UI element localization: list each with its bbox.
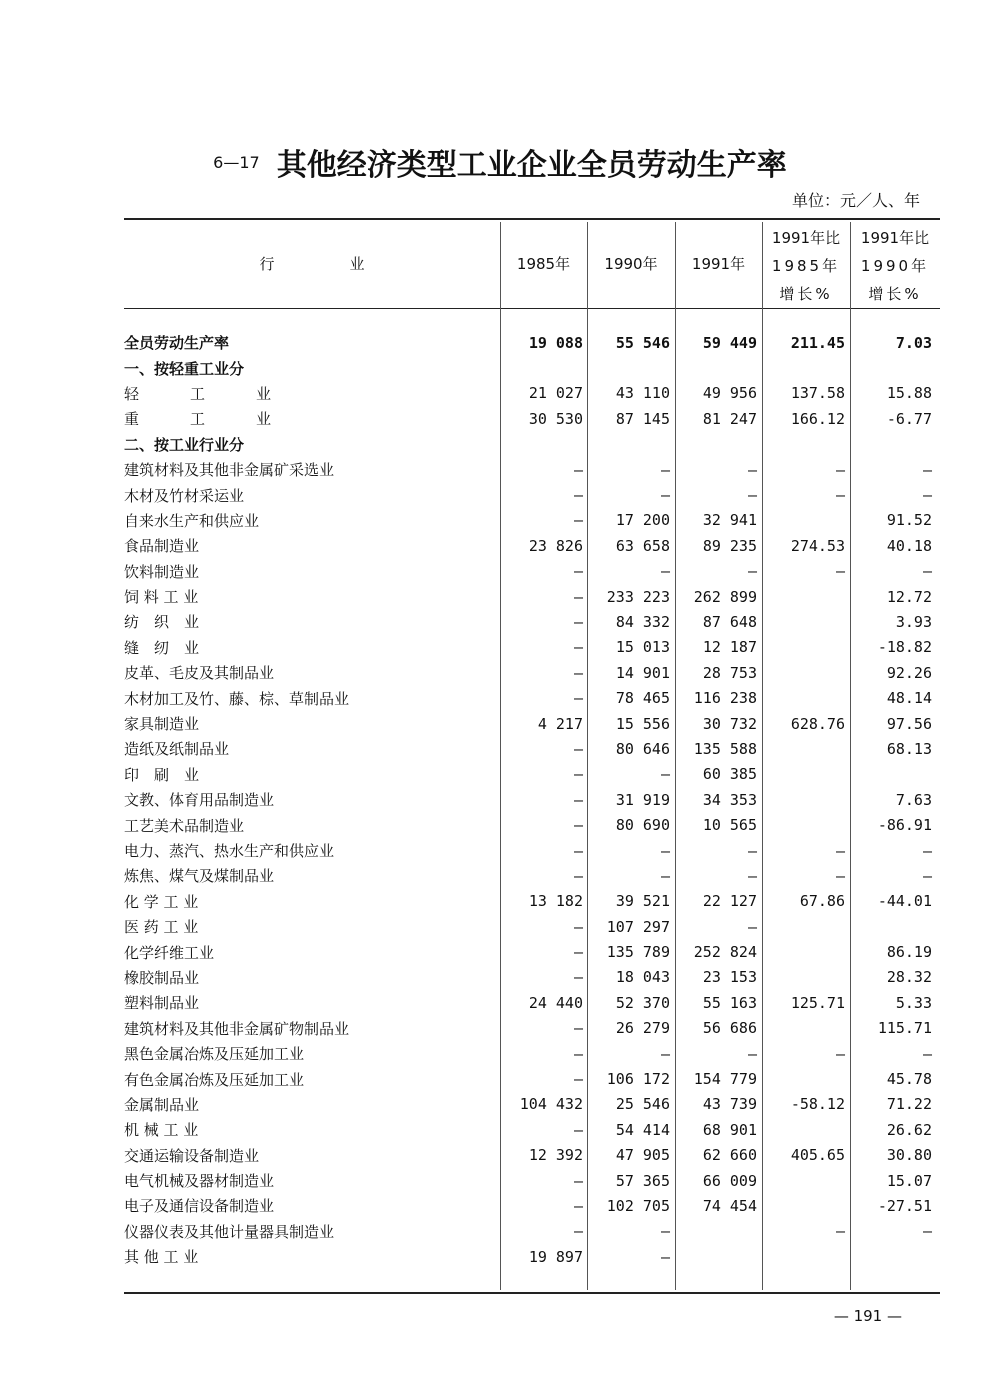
value-1985: 13 182 <box>528 892 583 911</box>
value-1990: — <box>660 562 670 581</box>
value-1990: 31 919 <box>615 790 670 809</box>
value-1985: — <box>573 943 583 962</box>
growth-vs-1990: — <box>922 841 932 860</box>
value-1991: 49 956 <box>702 384 757 403</box>
growth-vs-1990: 45.78 <box>886 1070 932 1089</box>
value-1985: 4 217 <box>537 714 583 733</box>
row-label: 医 药 工 业 <box>124 918 199 937</box>
value-1985 <box>496 355 583 380</box>
table-row <box>124 482 932 507</box>
value-1990: — <box>660 765 670 784</box>
value-1991: 252 824 <box>693 943 757 962</box>
value-1985: 23 826 <box>528 536 583 555</box>
growth-vs-1990: -44.01 <box>877 892 932 911</box>
value-1985: — <box>573 917 583 936</box>
growth-vs-1990: — <box>922 1222 932 1241</box>
value-1990: 17 200 <box>615 511 670 530</box>
value-1990: 18 043 <box>615 968 670 987</box>
row-label: 建筑材料及其他非金属矿物制品业 <box>124 1019 350 1038</box>
table-row <box>124 660 932 685</box>
value-1990: — <box>660 866 670 885</box>
value-1985: — <box>573 1171 583 1190</box>
value-1991: — <box>747 866 757 885</box>
value-1990 <box>583 432 670 457</box>
table-title: 其他经济类型工业企业全员劳动生产率 <box>276 148 787 183</box>
value-1990: 15 556 <box>615 714 670 733</box>
value-1985: — <box>573 1019 583 1038</box>
growth-vs-1985 <box>757 787 845 812</box>
value-1991: — <box>747 460 757 479</box>
value-1990: 87 145 <box>615 409 670 428</box>
value-1990: 15 013 <box>615 638 670 657</box>
value-1990: 26 279 <box>615 1019 670 1038</box>
growth-vs-1990: 7.63 <box>895 790 932 809</box>
growth-vs-1985 <box>757 508 845 533</box>
row-label: 化学纤维工业 <box>124 943 215 962</box>
table-row <box>124 762 932 787</box>
value-1990: — <box>660 1247 670 1266</box>
growth-vs-1985: 211.45 <box>790 333 845 352</box>
value-1985: — <box>573 486 583 505</box>
table-body <box>124 330 932 1269</box>
unit-note: 单位：元／人、年 <box>791 191 920 210</box>
growth-vs-1985: — <box>835 486 845 505</box>
header-1985: 1985年 <box>516 255 571 273</box>
table-row <box>124 406 932 431</box>
row-label: 木材及竹材采运业 <box>124 486 245 505</box>
growth-vs-1985 <box>757 685 845 710</box>
value-1985: — <box>573 1044 583 1063</box>
value-1991 <box>670 1244 757 1269</box>
row-label: 一、按轻重工业分 <box>124 359 245 378</box>
growth-vs-1985: — <box>835 1222 845 1241</box>
growth-vs-1985: 274.53 <box>790 536 845 555</box>
row-label: 电力、蒸汽、热水生产和供应业 <box>124 842 335 860</box>
value-1991: 28 753 <box>702 663 757 682</box>
table-row <box>124 1041 932 1066</box>
growth-vs-1985: — <box>835 460 845 479</box>
growth-vs-1985 <box>757 432 845 457</box>
value-1985: 19 897 <box>528 1247 583 1266</box>
growth-vs-1990: — <box>922 1044 932 1063</box>
value-1985: 104 432 <box>519 1095 583 1114</box>
value-1991: — <box>747 486 757 505</box>
value-1991: — <box>747 917 757 936</box>
value-1990: 43 110 <box>615 384 670 403</box>
row-label: 交通运输设备制造业 <box>124 1146 260 1165</box>
value-1985: — <box>573 968 583 987</box>
value-1985: — <box>573 866 583 885</box>
value-1991: 34 353 <box>702 790 757 809</box>
growth-vs-1990: — <box>922 486 932 505</box>
growth-vs-1985: — <box>835 866 845 885</box>
value-1991: 81 247 <box>702 409 757 428</box>
row-label: 缝 纫 业 <box>124 638 200 657</box>
table-row <box>124 939 932 964</box>
table-row <box>124 1219 932 1244</box>
table-row <box>124 685 932 710</box>
row-label: 木材加工及竹、藤、棕、草制品业 <box>124 689 350 708</box>
growth-vs-1985 <box>757 939 845 964</box>
growth-vs-1990: 30.80 <box>886 1146 932 1165</box>
value-1991: 43 739 <box>702 1095 757 1114</box>
row-label: 自来水生产和供应业 <box>124 511 260 530</box>
header-line: 增长% <box>779 285 833 303</box>
growth-vs-1990: -86.91 <box>877 816 932 835</box>
value-1991: 66 009 <box>702 1171 757 1190</box>
growth-vs-1985 <box>757 762 845 787</box>
growth-vs-1990 <box>845 1244 932 1269</box>
value-1991: 56 686 <box>702 1019 757 1038</box>
value-1991: 23 153 <box>702 968 757 987</box>
value-1985: — <box>573 790 583 809</box>
header-1990: 1990年 <box>604 255 658 273</box>
table-row <box>124 1016 932 1041</box>
top-rule <box>124 218 940 220</box>
value-1985: — <box>573 689 583 708</box>
growth-vs-1990 <box>845 355 932 380</box>
value-1991 <box>670 432 757 457</box>
value-1990: — <box>660 460 670 479</box>
value-1991: 55 163 <box>702 993 757 1012</box>
value-1985: — <box>573 1120 583 1139</box>
growth-vs-1985: -58.12 <box>790 1095 845 1114</box>
row-label: 重 工 业 <box>124 410 290 429</box>
growth-vs-1990 <box>845 762 932 787</box>
table-row <box>124 457 932 482</box>
row-label: 机 械 工 业 <box>124 1121 199 1140</box>
growth-vs-1990: -6.77 <box>886 409 932 428</box>
value-1985: 12 392 <box>528 1146 583 1165</box>
growth-vs-1985 <box>757 1193 845 1218</box>
table-row <box>124 432 932 457</box>
value-1990: — <box>660 486 670 505</box>
value-1985: 24 440 <box>528 993 583 1012</box>
page-title <box>0 140 1000 184</box>
value-1985 <box>496 432 583 457</box>
table-row <box>124 508 932 533</box>
value-1991: 87 648 <box>702 612 757 631</box>
table-row <box>124 1117 932 1142</box>
value-1990 <box>583 355 670 380</box>
value-1990: 25 546 <box>615 1095 670 1114</box>
growth-vs-1985 <box>757 660 845 685</box>
value-1985: — <box>573 841 583 860</box>
value-1990: 63 658 <box>615 536 670 555</box>
growth-vs-1990: 86.19 <box>886 943 932 962</box>
table-row <box>124 990 932 1015</box>
header-line: 1991年比 <box>860 229 930 247</box>
growth-vs-1990: 91.52 <box>886 511 932 530</box>
table-row <box>124 889 932 914</box>
value-1985: — <box>573 587 583 606</box>
header-growth-vs-1985 <box>762 224 850 308</box>
value-1990: 78 465 <box>615 689 670 708</box>
value-1991: 59 449 <box>702 333 757 352</box>
row-label: 全员劳动生产率 <box>124 334 230 353</box>
value-1991: 12 187 <box>702 638 757 657</box>
value-1985: — <box>573 638 583 657</box>
value-1990: 102 705 <box>606 1196 670 1215</box>
value-1990: — <box>660 841 670 860</box>
table-row <box>124 1092 932 1117</box>
growth-vs-1985: 166.12 <box>790 409 845 428</box>
header-1991: 1991年 <box>691 255 746 273</box>
table-number: 6—17 <box>213 152 260 172</box>
header-line: 1985年 <box>771 257 841 275</box>
row-label: 塑料制品业 <box>124 994 200 1013</box>
row-label: 二、按工业行业分 <box>124 435 245 454</box>
growth-vs-1985 <box>757 1016 845 1041</box>
table-row <box>124 355 932 380</box>
growth-vs-1985 <box>757 1066 845 1091</box>
growth-vs-1990: 15.07 <box>886 1171 932 1190</box>
value-1990: 84 332 <box>615 612 670 631</box>
value-1991: 32 941 <box>702 511 757 530</box>
row-label: 饲 料 工 业 <box>124 588 199 607</box>
growth-vs-1985 <box>757 914 845 939</box>
row-label: 电气机械及器材制造业 <box>124 1172 275 1191</box>
value-1990: 106 172 <box>606 1070 670 1089</box>
header-line: 1990年 <box>860 257 930 275</box>
value-1991 <box>670 355 757 380</box>
value-1990: 80 690 <box>615 816 670 835</box>
value-1991: — <box>747 1044 757 1063</box>
data-table <box>124 330 932 1269</box>
table-row <box>124 914 932 939</box>
table-row <box>124 635 932 660</box>
growth-vs-1985 <box>757 1168 845 1193</box>
growth-vs-1985: — <box>835 1044 845 1063</box>
bottom-rule <box>124 1292 940 1294</box>
growth-vs-1990: 5.33 <box>895 993 932 1012</box>
growth-vs-1990: — <box>922 866 932 885</box>
growth-vs-1990: 3.93 <box>895 612 932 631</box>
growth-vs-1985: — <box>835 562 845 581</box>
growth-vs-1990: 15.88 <box>886 384 932 403</box>
growth-vs-1985: 628.76 <box>790 714 845 733</box>
table-row <box>124 584 932 609</box>
growth-vs-1985: 67.86 <box>799 892 845 911</box>
value-1985: — <box>573 1196 583 1215</box>
value-1991: 154 779 <box>693 1070 757 1089</box>
growth-vs-1990: 92.26 <box>886 663 932 682</box>
growth-vs-1985: 137.58 <box>790 384 845 403</box>
value-1985: 30 530 <box>528 409 583 428</box>
table-row <box>124 965 932 990</box>
row-label: 轻 工 业 <box>124 384 290 403</box>
value-1991: 30 732 <box>702 714 757 733</box>
value-1990: — <box>660 1044 670 1063</box>
page-number: — 191 — <box>833 1307 902 1325</box>
value-1991: 89 235 <box>702 536 757 555</box>
table-row <box>124 1143 932 1168</box>
row-label: 食品制造业 <box>124 537 200 556</box>
table-row <box>124 711 932 736</box>
header-line: 增长% <box>868 285 922 303</box>
growth-vs-1990 <box>845 914 932 939</box>
row-label: 金属制品业 <box>124 1095 200 1114</box>
row-label: 纺 织 业 <box>124 613 200 632</box>
table-row <box>124 1193 932 1218</box>
row-label: 仪器仪表及其他计量器具制造业 <box>124 1222 335 1241</box>
value-1991: 10 565 <box>702 816 757 835</box>
value-1990: 52 370 <box>615 993 670 1012</box>
value-1990: 55 546 <box>615 333 670 352</box>
table-row <box>124 559 932 584</box>
growth-vs-1985 <box>757 584 845 609</box>
row-label: 饮料制造业 <box>124 562 200 581</box>
growth-vs-1990: 26.62 <box>886 1120 932 1139</box>
value-1985: — <box>573 816 583 835</box>
value-1985: — <box>573 739 583 758</box>
value-1985: — <box>573 460 583 479</box>
row-label: 黑色金属冶炼及压延加工业 <box>124 1045 305 1064</box>
growth-vs-1990: 71.22 <box>886 1095 932 1114</box>
table-row <box>124 330 932 355</box>
value-1985: — <box>573 765 583 784</box>
growth-vs-1985 <box>757 812 845 837</box>
growth-vs-1985 <box>757 355 845 380</box>
value-1985: — <box>573 1222 583 1241</box>
value-1985: — <box>573 663 583 682</box>
value-1985: — <box>573 562 583 581</box>
value-1985: — <box>573 1070 583 1089</box>
table-row <box>124 863 932 888</box>
table-row <box>124 1066 932 1091</box>
value-1991: 68 901 <box>702 1120 757 1139</box>
growth-vs-1990: 48.14 <box>886 689 932 708</box>
value-1991: 135 588 <box>693 739 757 758</box>
row-label: 橡胶制品业 <box>124 968 200 987</box>
value-1991: 262 899 <box>693 587 757 606</box>
growth-vs-1990: 40.18 <box>886 536 932 555</box>
table-row <box>124 1244 932 1269</box>
growth-vs-1990: 68.13 <box>886 739 932 758</box>
value-1991: — <box>747 841 757 860</box>
growth-vs-1985 <box>757 635 845 660</box>
header-industry: 行 业 <box>259 255 365 273</box>
growth-vs-1990: -18.82 <box>877 638 932 657</box>
value-1990: 57 365 <box>615 1171 670 1190</box>
growth-vs-1990: — <box>922 562 932 581</box>
row-label: 印 刷 业 <box>124 765 200 784</box>
row-label: 家具制造业 <box>124 715 200 734</box>
header-line: 1991年比 <box>771 229 841 247</box>
growth-vs-1985: 125.71 <box>790 993 845 1012</box>
value-1990: 233 223 <box>606 587 670 606</box>
header-rule <box>124 308 940 309</box>
value-1990: 47 905 <box>615 1146 670 1165</box>
row-label: 炼焦、煤气及煤制品业 <box>124 867 275 886</box>
value-1990: 39 521 <box>615 892 670 911</box>
value-1990: 80 646 <box>615 739 670 758</box>
table-row <box>124 533 932 558</box>
value-1991: — <box>747 562 757 581</box>
table-row <box>124 812 932 837</box>
row-label: 造纸及纸制品业 <box>124 740 230 759</box>
row-label: 建筑材料及其他非金属矿采选业 <box>124 461 335 480</box>
row-label: 电子及通信设备制造业 <box>124 1197 275 1216</box>
value-1985: — <box>573 612 583 631</box>
growth-vs-1990 <box>845 432 932 457</box>
growth-vs-1985 <box>757 965 845 990</box>
growth-vs-1985 <box>757 1244 845 1269</box>
value-1990: 54 414 <box>615 1120 670 1139</box>
value-1990: 14 901 <box>615 663 670 682</box>
value-1991: 60 385 <box>702 765 757 784</box>
row-label: 其 他 工 业 <box>124 1248 199 1267</box>
value-1991 <box>670 1219 757 1244</box>
growth-vs-1985: 405.65 <box>790 1146 845 1165</box>
table-row <box>124 381 932 406</box>
row-label: 工艺美术品制造业 <box>124 816 245 835</box>
growth-vs-1990: 12.72 <box>886 587 932 606</box>
value-1990: 135 789 <box>606 943 670 962</box>
growth-vs-1985 <box>757 609 845 634</box>
growth-vs-1990: — <box>922 460 932 479</box>
value-1991: 22 127 <box>702 892 757 911</box>
table-row <box>124 787 932 812</box>
growth-vs-1985 <box>757 1117 845 1142</box>
table-row <box>124 609 932 634</box>
table-row <box>124 838 932 863</box>
growth-vs-1985: — <box>835 841 845 860</box>
row-label: 化 学 工 业 <box>124 892 199 911</box>
growth-vs-1990: 28.32 <box>886 968 932 987</box>
growth-vs-1990: 115.71 <box>877 1019 932 1038</box>
value-1985: 21 027 <box>528 384 583 403</box>
value-1991: 62 660 <box>702 1146 757 1165</box>
table-row <box>124 736 932 761</box>
row-label: 有色金属冶炼及压延加工业 <box>124 1070 305 1089</box>
table-row <box>124 1168 932 1193</box>
value-1991: 74 454 <box>702 1196 757 1215</box>
growth-vs-1990: 7.03 <box>895 333 932 352</box>
growth-vs-1990: 97.56 <box>886 714 932 733</box>
value-1985: — <box>573 511 583 530</box>
header-growth-vs-1990 <box>850 224 940 308</box>
value-1990: 107 297 <box>606 917 670 936</box>
value-1991: 116 238 <box>693 689 757 708</box>
value-1985: 19 088 <box>528 333 583 352</box>
row-label: 文教、体育用品制造业 <box>124 791 275 810</box>
value-1990: — <box>660 1222 670 1241</box>
growth-vs-1990: -27.51 <box>877 1196 932 1215</box>
row-label: 皮革、毛皮及其制品业 <box>124 664 275 683</box>
growth-vs-1985 <box>757 736 845 761</box>
